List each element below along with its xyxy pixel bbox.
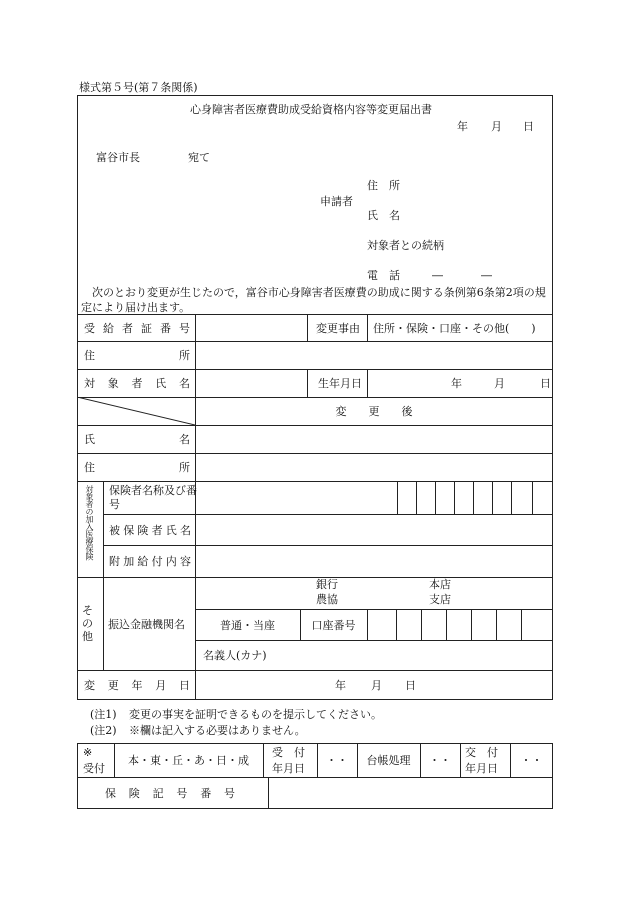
note-1-label: (注1) <box>90 708 117 721</box>
received-date-label-1: 受 付 <box>272 746 305 759</box>
other-label: その他 <box>82 604 93 644</box>
birth-date-label: 生年月日 <box>318 377 362 390</box>
delivery-date-dots: ・・ <box>520 754 543 767</box>
applicant-address-label: 住 所 <box>367 179 400 192</box>
phone-separator: ― <box>432 269 443 282</box>
form-number: 様式第５号(第７条関係) <box>79 81 198 94</box>
applicant-label: 申請者 <box>320 195 353 208</box>
received-date-label-2: 年月日 <box>272 762 305 775</box>
branch-type-branch: 支店 <box>429 593 451 606</box>
insurer-name-label: 保険者名称及び番号 <box>109 484 197 511</box>
phone-separator: ― <box>481 269 492 282</box>
insurance-group-label: 対象者の加入医療保険 <box>85 485 94 560</box>
account-holder-label: 名義人(カナ) <box>203 649 267 662</box>
birth-month: 月 <box>494 377 505 390</box>
additional-benefit-label: 附 加 給 付 内 容 <box>109 555 191 568</box>
addressee-name: 富谷市長 <box>96 151 140 164</box>
change-reason-options: 住所・保険・口座・その他( ) <box>373 321 536 335</box>
bank-type-bank: 銀行 <box>316 578 338 591</box>
subject-name-label: 対 象 者 氏 名 <box>84 377 190 390</box>
date-day: 日 <box>523 120 534 133</box>
date-year: 年 <box>457 120 468 133</box>
change-reason-label: 変更事由 <box>316 321 360 335</box>
note-2-label: (注2) <box>90 724 117 737</box>
account-number-label: 口座番号 <box>311 618 356 632</box>
ledger-dots: ・・ <box>429 754 451 767</box>
received-date-dots: ・・ <box>326 754 348 767</box>
office-received-label: 受付 <box>83 762 105 775</box>
ledger-label: 台帳処理 <box>366 754 411 767</box>
branch-options: 本・東・丘・あ・日・成 <box>128 754 249 767</box>
change-date-label: 変 更 年 月 日 <box>84 679 190 692</box>
account-type-label: 普通・当座 <box>220 618 275 632</box>
insurance-symbol-label: 保 険 記 号 番 号 <box>105 787 235 800</box>
office-mark: ※ <box>83 746 93 759</box>
after-change-heading: 変 更 後 <box>335 405 413 418</box>
note-2-text: ※欄は記入する必要はありません。 <box>129 724 306 737</box>
address2-label: 住 所 <box>84 461 190 474</box>
applicant-name-label: 氏 名 <box>367 209 400 222</box>
change-year: 年 <box>335 679 346 692</box>
notice-text: 次のとおり変更が生じたので，富谷市心身障害者医療費の助成に関する条例第6条第2項の規定により届け出ます。 <box>81 286 546 314</box>
delivery-date-label-2: 年月日 <box>465 762 498 775</box>
branch-type-main: 本店 <box>429 578 451 591</box>
insured-name-label: 被 保 険 者 氏 名 <box>109 523 191 537</box>
applicant-phone-label: 電 話 <box>367 269 400 282</box>
form-title: 心身障害者医療費助成受給資格内容等変更届出書 <box>190 103 432 116</box>
bank-label: 振込金融機関名 <box>108 617 185 631</box>
applicant-relation-label: 対象者との続柄 <box>367 239 444 252</box>
change-month: 月 <box>371 679 382 692</box>
recipient-number-label: 受 給 者 証 番 号 <box>84 321 190 335</box>
addressee-suffix: 宛て <box>188 151 210 164</box>
bank-type-coop: 農協 <box>316 593 338 606</box>
note-1-text: 変更の事実を証明できるものを提示してください。 <box>129 708 382 721</box>
change-day: 日 <box>405 679 416 692</box>
name-label: 氏 名 <box>84 433 190 446</box>
delivery-date-label-1: 交 付 <box>465 746 498 759</box>
birth-day: 日 <box>540 377 551 390</box>
birth-year: 年 <box>451 377 462 390</box>
address-label: 住 所 <box>84 349 190 362</box>
diagonal-line <box>77 397 195 425</box>
date-month: 月 <box>491 120 502 133</box>
